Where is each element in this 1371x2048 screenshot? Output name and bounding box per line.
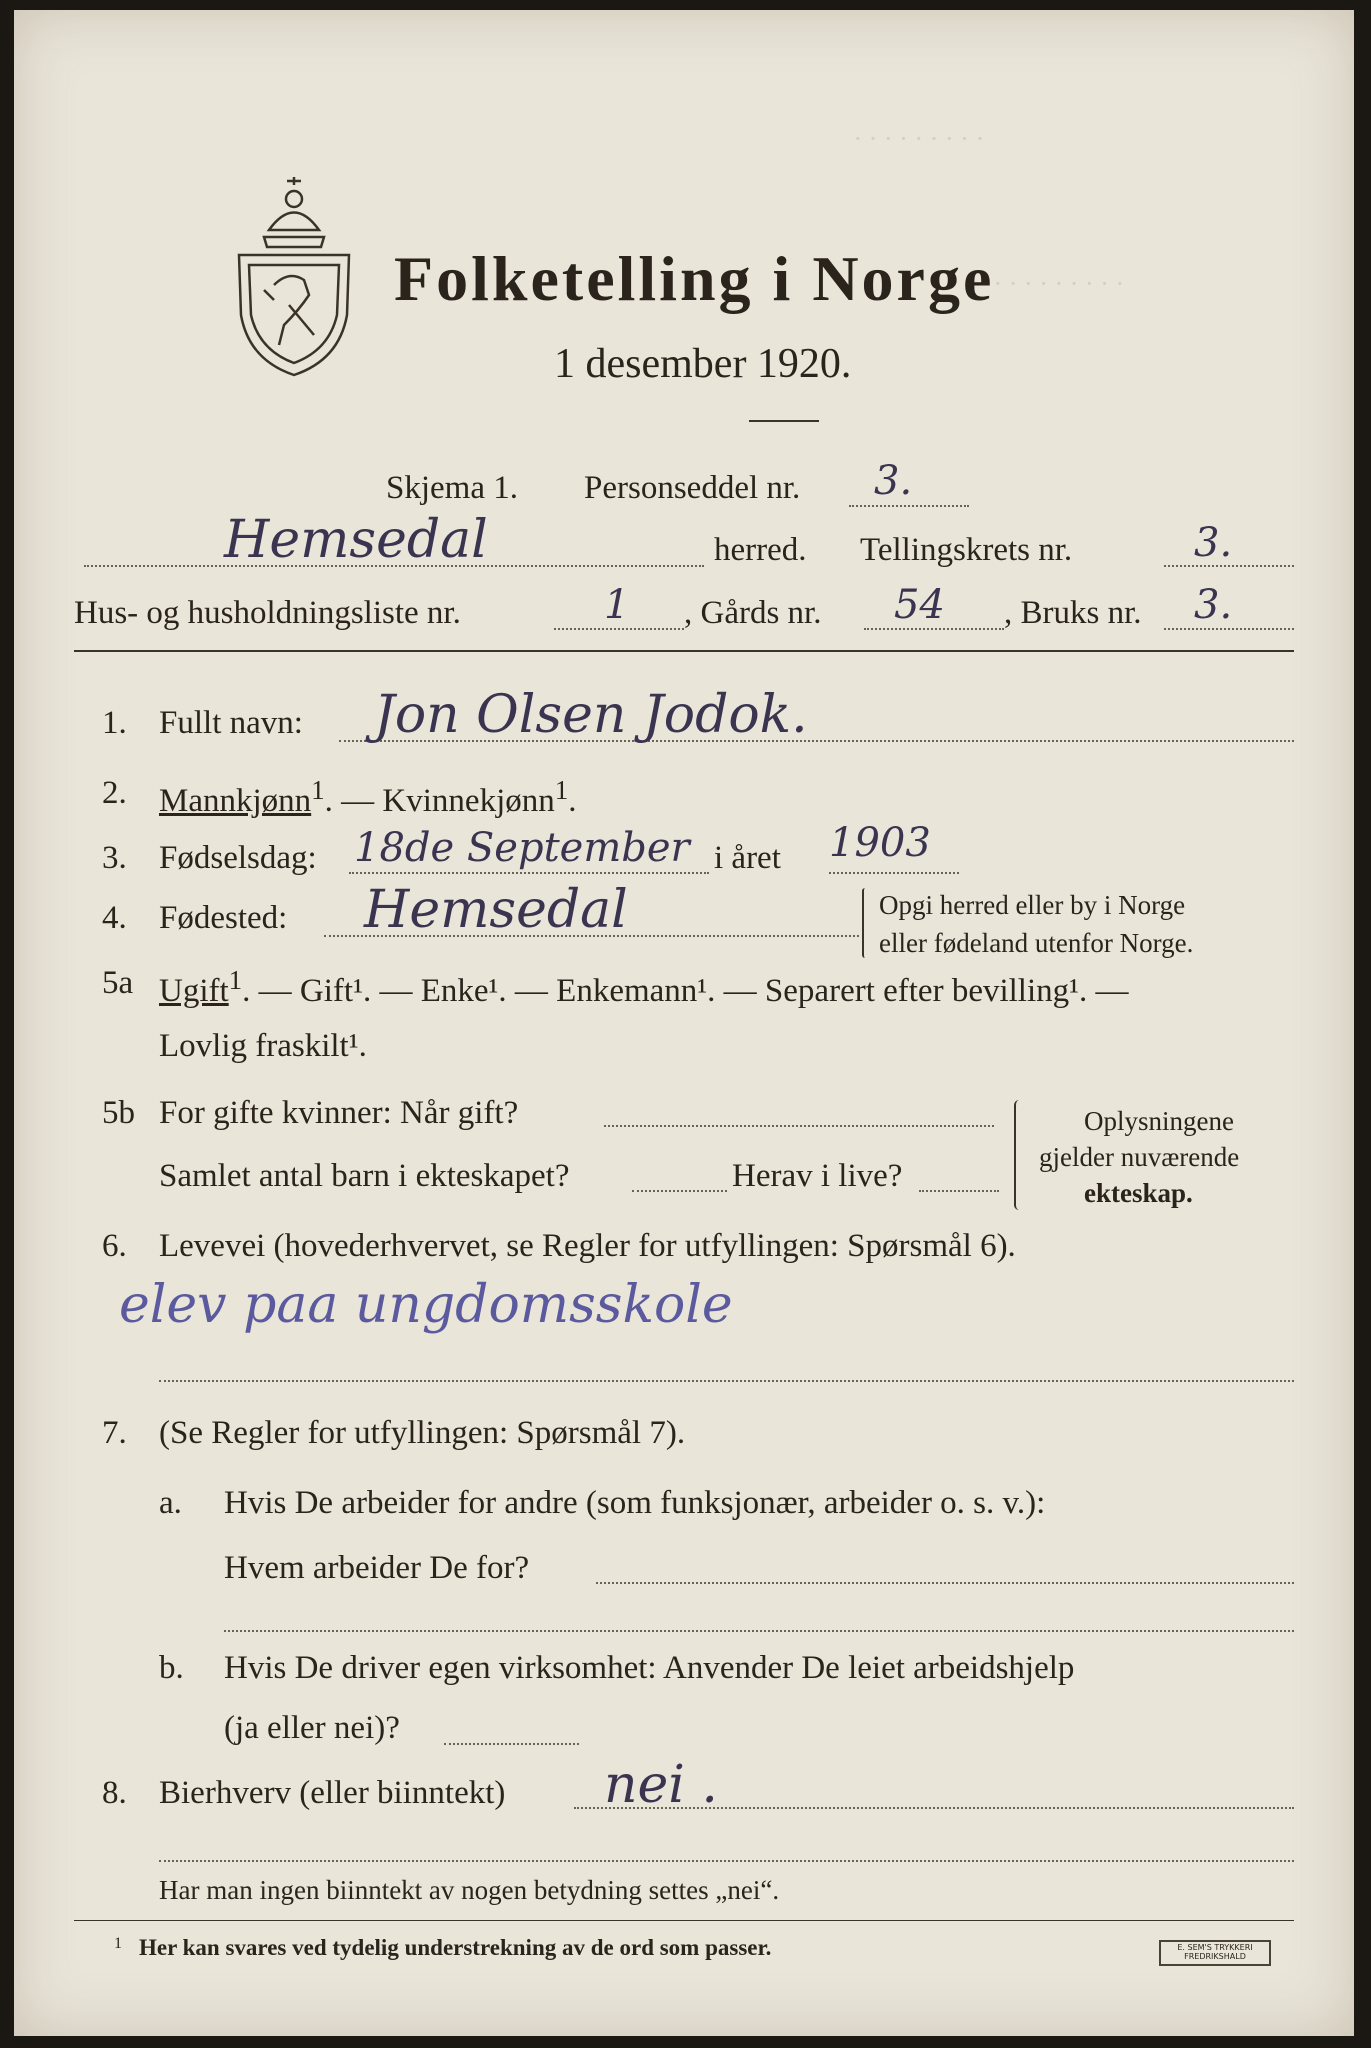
form-title: Folketelling i Norge: [394, 243, 995, 314]
footnote-mark: 1: [228, 965, 243, 995]
bleed-through-text: · · · · · · · · ·: [994, 270, 1124, 298]
q4-birthplace-value[interactable]: Hemsedal: [364, 880, 628, 940]
q5b-barn-label: Samlet antal barn i ekteskapet?: [159, 1158, 570, 1194]
q4-note-line2: eller fødeland utenfor Norge.: [879, 928, 1194, 958]
q5b-number: 5b: [102, 1095, 135, 1131]
q4-note-brace: [862, 888, 868, 958]
q7a-line2: Hvem arbeider De for?: [224, 1550, 530, 1586]
q4-number: 4.: [102, 900, 127, 936]
q7a-line[interactable]: [596, 1582, 1294, 1584]
q2-number: 2.: [102, 775, 127, 811]
q7a-number: a.: [159, 1485, 182, 1521]
q5a-fraskilt-option[interactable]: Lovlig fraskilt¹.: [159, 1028, 367, 1064]
q5a-ugift-option[interactable]: Ugift: [159, 973, 229, 1009]
q1-label: Fullt navn:: [159, 705, 303, 741]
q5b-note-line3: ekteskap.: [1084, 1178, 1193, 1208]
q5a-number: 5a: [102, 965, 134, 1001]
section-divider: [74, 650, 1294, 652]
q7-number: 7.: [102, 1415, 127, 1451]
husliste-line: [554, 628, 684, 630]
q1-number: 1.: [102, 705, 127, 741]
q5b-line1: For gifte kvinner: Når gift?: [159, 1095, 519, 1131]
gards-value[interactable]: 54: [894, 582, 945, 628]
q2-kvinne-option[interactable]: Kvinnekjønn: [382, 783, 555, 819]
q7b-line[interactable]: [444, 1743, 579, 1745]
separator: .: [568, 783, 577, 819]
personseddel-label: Personseddel nr.: [584, 470, 801, 506]
footnote-mark: 1: [554, 775, 569, 805]
q5b-naar-gift-line[interactable]: [604, 1125, 994, 1127]
footnote-number: 1: [114, 1935, 122, 1952]
q8-number: 8.: [102, 1775, 127, 1811]
personseddel-line: [849, 505, 969, 507]
q8-extra-line[interactable]: [159, 1860, 1294, 1862]
bruks-label: , Bruks nr.: [1004, 595, 1142, 631]
q8-value[interactable]: nei .: [604, 1755, 718, 1815]
herred-value[interactable]: Hemsedal: [224, 510, 488, 570]
q7-label: (Se Regler for utfyllingen: Spørsmål 7).: [159, 1415, 686, 1451]
footer-note: Har man ingen biinntekt av nogen betydning settes „nei“.: [159, 1875, 780, 1905]
q7a-line1: Hvis De arbeider for andre (som funksjonær, arbeider o. s. v.):: [224, 1485, 1046, 1521]
bruks-value[interactable]: 3.: [1194, 582, 1233, 628]
q3-date-line: [349, 872, 709, 874]
gards-line: [864, 628, 1004, 630]
bruks-line: [1164, 628, 1294, 630]
q5a-other-options[interactable]: . — Gift¹. — Enke¹. — Enkemann¹. — Separert efter bevilling¹. —: [242, 973, 1129, 1009]
q6-label: Levevei (hovederhvervet, se Regler for utfyllingen: Spørsmål 6).: [159, 1228, 1016, 1264]
title-divider: [749, 420, 819, 422]
q5b-note-line2: gjelder nuværende: [1039, 1142, 1240, 1172]
printer-stamp-line1: E. SEM'S TRYKKERI: [1177, 1943, 1253, 1952]
q6-occupation-value[interactable]: elev paa ungdomsskole: [119, 1275, 733, 1335]
footer-divider: [74, 1920, 1294, 1921]
q3-number: 3.: [102, 840, 127, 876]
q3-year-line: [829, 872, 959, 874]
q3-year-value[interactable]: 1903: [829, 820, 931, 866]
q5b-barn-line[interactable]: [632, 1190, 727, 1192]
bleed-through-text: · · · · · · · · ·: [854, 125, 984, 153]
footnote-text: Her kan svares ved tydelig understrekning av de ord som passer.: [139, 1935, 772, 1960]
husliste-value[interactable]: 1: [604, 582, 630, 628]
herred-label: herred.: [714, 532, 807, 568]
q7b-line1: Hvis De driver egen virksomhet: Anvender De leiet arbeidshjelp: [224, 1650, 1075, 1686]
census-form: [14, 10, 1354, 2036]
q2-gender: [159, 775, 577, 820]
q7b-line2: (ja eller nei)?: [224, 1710, 400, 1746]
q4-label: Fødested:: [159, 900, 288, 936]
form-date: 1 desember 1920.: [554, 341, 852, 387]
q4-note-line1: Opgi herred eller by i Norge: [879, 890, 1186, 920]
q3-label: Fødselsdag:: [159, 840, 317, 876]
skjema-label: Skjema 1.: [386, 470, 518, 506]
q3-aaret-label: i året: [714, 840, 781, 876]
printer-stamp-line2: FREDRIKSHALD: [1184, 1951, 1246, 1961]
q3-birthday-value[interactable]: 18de September: [354, 825, 690, 871]
printer-stamp: [1159, 1940, 1271, 1966]
tellingskrets-label: Tellingskrets nr.: [860, 532, 1073, 568]
q7a-extra-line[interactable]: [224, 1630, 1294, 1632]
q5b-note-brace: [1014, 1100, 1024, 1210]
q1-full-name-value[interactable]: Jon Olsen Jodok.: [374, 685, 808, 745]
q5b-note-line1: Oplysningene: [1084, 1106, 1234, 1136]
gards-label: , Gårds nr.: [684, 595, 822, 631]
q6-line: [159, 1380, 1294, 1382]
separator: . —: [324, 783, 383, 819]
q7b-number: b.: [159, 1650, 184, 1686]
footnote-mark: 1: [311, 775, 325, 805]
tellingskrets-value[interactable]: 3.: [1194, 520, 1233, 566]
q5a-options: [159, 965, 1129, 1010]
husliste-label: Hus- og husholdningsliste nr.: [74, 595, 461, 631]
q5b-herav-line[interactable]: [919, 1190, 999, 1192]
personseddel-value[interactable]: 3.: [874, 458, 913, 504]
q5b-herav-label: Herav i live?: [732, 1158, 903, 1194]
q8-label: Bierhverv (eller biinntekt): [159, 1775, 506, 1811]
q2-mann-option[interactable]: Mannkjønn: [159, 783, 312, 819]
q6-number: 6.: [102, 1228, 127, 1264]
coat-of-arms-icon: [229, 175, 359, 380]
